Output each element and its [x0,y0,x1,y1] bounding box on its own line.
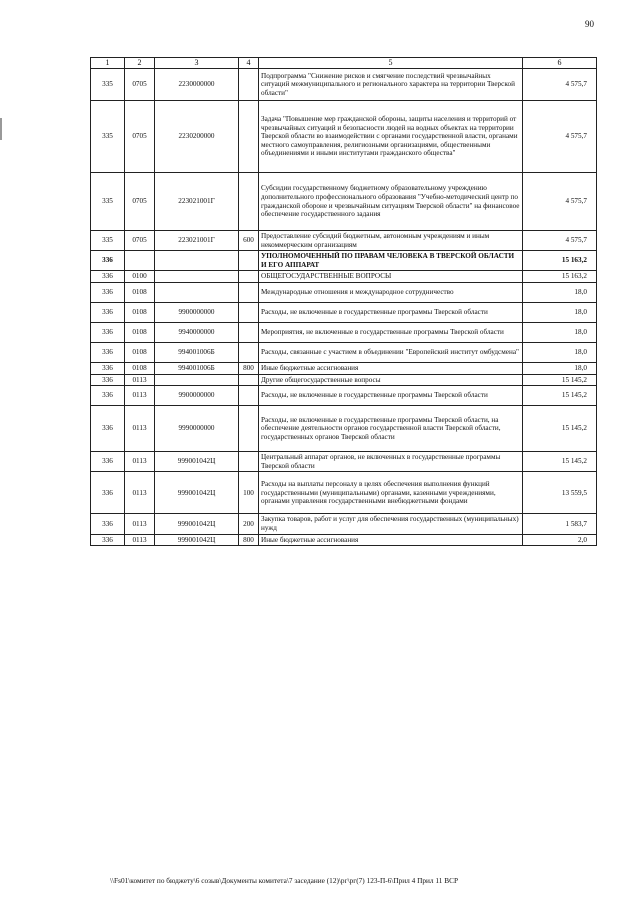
admin-code-cell: 336 [91,374,125,386]
amount-cell: 15 145,2 [523,452,597,472]
section-code-cell: 0705 [125,173,155,231]
target-article-cell: 999001042Ц [155,514,239,534]
table-row [91,271,597,283]
expense-type-cell [239,322,259,342]
target-article-cell [155,271,239,283]
column-header: 2 [125,58,155,69]
expense-type-cell [239,374,259,386]
expense-type-cell [239,173,259,231]
target-article-cell: 994001006Б [155,362,239,374]
description-cell: Расходы, связанные с участием в объединении "Европейский институт омбудсмена" [259,342,523,362]
amount-cell: 2,0 [523,534,597,546]
table-row [91,302,597,322]
table-row [91,386,597,406]
description-cell: Предоставление субсидий бюджетным, автономным учреждениям и иным некоммерческим организациям [259,231,523,251]
description-cell: Мероприятия, не включенные в государственные программы Тверской области [259,322,523,342]
table-row [91,173,597,231]
target-article-cell: 9990000000 [155,406,239,452]
table-row [91,362,597,374]
expense-type-cell [239,282,259,302]
admin-code-cell: 336 [91,282,125,302]
table-row [91,374,597,386]
admin-code-cell: 336 [91,302,125,322]
amount-cell: 15 145,2 [523,374,597,386]
amount-cell: 18,0 [523,302,597,322]
table-row [91,534,597,546]
expense-type-cell [239,302,259,322]
amount-cell: 15 145,2 [523,406,597,452]
expense-type-cell [239,452,259,472]
section-code-cell: 0705 [125,231,155,251]
section-code-cell [125,251,155,271]
description-cell: Другие общегосударственные вопросы [259,374,523,386]
target-article-cell: 223021001Г [155,173,239,231]
admin-code-cell: 336 [91,472,125,514]
expense-type-cell [239,271,259,283]
amount-cell: 4 575,7 [523,231,597,251]
expense-type-cell: 200 [239,514,259,534]
admin-code-cell: 336 [91,342,125,362]
expense-type-cell [239,386,259,406]
margin-mark [0,118,2,140]
target-article-cell: 999001042Ц [155,452,239,472]
description-cell: Международные отношения и международное сотрудничество [259,282,523,302]
column-header: 1 [91,58,125,69]
amount-cell: 4 575,7 [523,69,597,101]
section-code-cell: 0705 [125,101,155,173]
description-cell: УПОЛНОМОЧЕННЫЙ ПО ПРАВАМ ЧЕЛОВЕКА В ТВЕРСКОЙ ОБЛАСТИ И ЕГО АППАРАТ [259,251,523,271]
description-cell: Иные бюджетные ассигнования [259,534,523,546]
expense-type-cell [239,69,259,101]
admin-code-cell: 336 [91,406,125,452]
admin-code-cell: 335 [91,173,125,231]
amount-cell: 18,0 [523,282,597,302]
table-row [91,406,597,452]
target-article-cell: 223021001Г [155,231,239,251]
expense-type-cell: 800 [239,362,259,374]
target-article-cell [155,374,239,386]
description-cell: Задача "Повышение мер гражданской обороны, защиты населения и территорий от чрезвычайных ситуаций и безопасности людей на водных объектах на территории Тверской области во взаимодействии с органами государственной власти, органами местного самоуправления, религиозными организациями, общественными объединениями и иными институтами гражданского общества" [259,101,523,173]
section-code-cell: 0705 [125,69,155,101]
amount-cell: 15 145,2 [523,386,597,406]
target-article-cell: 2230000000 [155,69,239,101]
amount-cell: 18,0 [523,362,597,374]
section-code-cell: 0113 [125,386,155,406]
description-cell: Иные бюджетные ассигнования [259,362,523,374]
table-body [91,69,597,546]
section-code-cell: 0100 [125,271,155,283]
target-article-cell: 9900000000 [155,302,239,322]
target-article-cell: 2230200000 [155,101,239,173]
table-row [91,452,597,472]
description-cell: Субсидии государственному бюджетному образовательному учреждению дополнительного профессионального образования "Учебно-методический центр по гражданской обороне и чрезвычайным ситуациям Тверской области" на финансовое обеспечение государственного задания [259,173,523,231]
description-cell: Подпрограмма "Снижение рисков и смягчение последствий чрезвычайных ситуаций межмуниципального и регионального характера на территории Тверской области" [259,69,523,101]
description-cell: Расходы, не включенные в государственные программы Тверской области, на обеспечение деятельности органов государственной власти Тверской области, государственных органов Тверской области [259,406,523,452]
file-path-footer: \\Fs01\комитет по бюджету\6 созыв\Документы комитета\7 заседание (12)\рг\рг(7) 123-П-6\Прил 4 Прил 11 ВСР [110,876,459,885]
admin-code-cell: 335 [91,69,125,101]
amount-cell: 18,0 [523,322,597,342]
section-code-cell: 0113 [125,472,155,514]
page-number: 90 [585,19,594,29]
admin-code-cell: 336 [91,386,125,406]
target-article-cell: 9900000000 [155,386,239,406]
amount-cell: 1 583,7 [523,514,597,534]
amount-cell: 18,0 [523,342,597,362]
column-header: 4 [239,58,259,69]
table-row [91,472,597,514]
expense-type-cell [239,406,259,452]
amount-cell: 15 163,2 [523,271,597,283]
section-code-cell: 0108 [125,362,155,374]
admin-code-cell: 335 [91,231,125,251]
amount-cell: 4 575,7 [523,101,597,173]
expense-type-cell [239,342,259,362]
admin-code-cell: 336 [91,362,125,374]
target-article-cell: 999001042Ц [155,534,239,546]
admin-code-cell: 336 [91,452,125,472]
admin-code-cell: 336 [91,514,125,534]
table-row [91,282,597,302]
description-cell: Расходы на выплаты персоналу в целях обеспечения выполнения функций государственными (муниципальными) органами, казенными учреждениями, органами управления государственными внебюджетными фондами [259,472,523,514]
section-code-cell: 0108 [125,342,155,362]
amount-cell: 13 559,5 [523,472,597,514]
admin-code-cell: 335 [91,101,125,173]
section-code-cell: 0108 [125,302,155,322]
table-header-row [91,58,597,69]
section-code-cell: 0113 [125,452,155,472]
admin-code-cell: 336 [91,322,125,342]
description-cell: Расходы, не включенные в государственные программы Тверской области [259,302,523,322]
section-code-cell: 0113 [125,514,155,534]
table-row [91,342,597,362]
column-header: 6 [523,58,597,69]
column-header: 3 [155,58,239,69]
description-cell: ОБЩЕГОСУДАРСТВЕННЫЕ ВОПРОСЫ [259,271,523,283]
section-code-cell: 0113 [125,534,155,546]
amount-cell: 15 163,2 [523,251,597,271]
expense-type-cell: 100 [239,472,259,514]
target-article-cell [155,251,239,271]
table-row [91,231,597,251]
expense-type-cell: 600 [239,231,259,251]
expense-type-cell [239,101,259,173]
table-row [91,101,597,173]
admin-code-cell: 336 [91,534,125,546]
section-code-cell: 0113 [125,406,155,452]
description-cell: Расходы, не включенные в государственные программы Тверской области [259,386,523,406]
table-row [91,514,597,534]
target-article-cell [155,282,239,302]
admin-code-cell: 336 [91,251,125,271]
section-code-cell: 0108 [125,282,155,302]
description-cell: Закупка товаров, работ и услуг для обеспечения государственных (муниципальных) нужд [259,514,523,534]
table-row [91,69,597,101]
section-code-cell: 0113 [125,374,155,386]
budget-table [90,57,597,546]
admin-code-cell: 336 [91,271,125,283]
description-cell: Центральный аппарат органов, не включенных в государственные программы Тверской области [259,452,523,472]
target-article-cell: 9940000000 [155,322,239,342]
section-code-cell: 0108 [125,322,155,342]
table-row [91,251,597,271]
target-article-cell: 994001006Б [155,342,239,362]
expense-type-cell [239,251,259,271]
expense-type-cell: 800 [239,534,259,546]
target-article-cell: 999001042Ц [155,472,239,514]
amount-cell: 4 575,7 [523,173,597,231]
table-row [91,322,597,342]
column-header: 5 [259,58,523,69]
